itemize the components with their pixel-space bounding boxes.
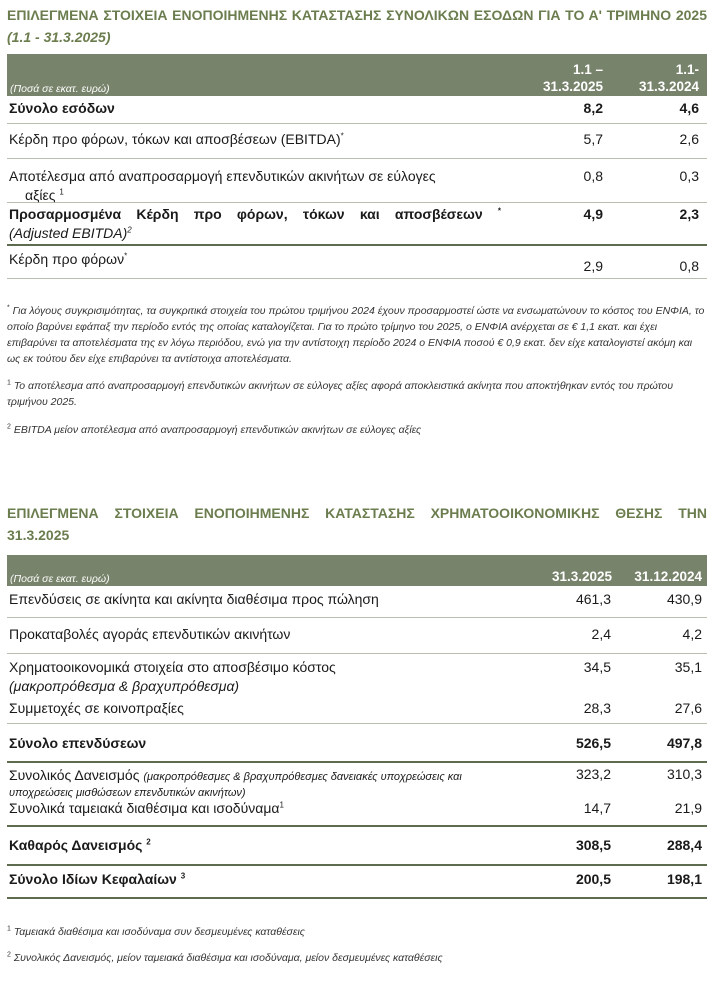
row-value-2025: 526,5 <box>575 735 611 751</box>
row-value-2024: 2,3 <box>679 206 699 222</box>
row-value-2025: 0,8 <box>583 168 603 184</box>
footnote-net-debt: $^2$ Συνολικός Δανεισμός, μείον ταμειακά διαθέσιμα και ισοδύναμα, μείον δεσμευμένες καταθέσεις <box>7 951 443 964</box>
table-row <box>7 159 707 203</box>
row-value-2025: 323,2 <box>575 766 611 782</box>
row-label: Αποτέλεσμα από αναπροσαρμογή επενδυτικών ακινήτων σε εύλογες αξίες $^1$ <box>9 168 436 203</box>
table-row <box>7 866 707 899</box>
row-value-2025: 461,3 <box>575 591 611 607</box>
table-row <box>7 724 707 763</box>
row-value-2025: 34,5 <box>583 659 611 675</box>
row-label: Προκαταβολές αγοράς επενδυτικών ακινήτων <box>9 626 291 642</box>
row-value-2024: 4,2 <box>682 626 702 642</box>
table-row <box>7 799 707 827</box>
table-row <box>7 827 707 866</box>
row-value-2024: 310,3 <box>666 766 702 782</box>
section2-title <box>7 502 707 546</box>
income-table <box>7 54 707 279</box>
table-row <box>7 654 707 698</box>
row-value-2024: 0,8 <box>679 258 699 274</box>
income-table-header <box>7 54 707 96</box>
table-row <box>7 246 707 279</box>
financial-position-table <box>7 555 707 899</box>
row-value-2024: 27,6 <box>674 700 702 716</box>
income-col-2025: 1.1 – 31.3.2025 <box>542 62 603 94</box>
row-value-2024: 430,9 <box>666 591 702 607</box>
table-row <box>7 763 707 799</box>
financial-table-header <box>7 555 707 586</box>
row-value-2024: 4,6 <box>679 100 699 116</box>
row-value-2025: 5,7 <box>583 131 603 147</box>
row-value-2024: 288,4 <box>666 837 702 853</box>
financial-col-2024: 31.12.2024 <box>634 569 702 584</box>
row-label: Σύνολο Ιδίων Κεφαλαίων $^3$ <box>9 871 186 887</box>
row-value-2025: 8,2 <box>583 100 603 116</box>
table-row <box>7 124 707 159</box>
income-col-2024: 1.1- 31.3.2024 <box>638 62 699 94</box>
row-value-2024: 0,3 <box>679 168 699 184</box>
table-row <box>7 586 707 618</box>
row-value-2024: 198,1 <box>666 871 702 887</box>
row-value-2024: 2,6 <box>679 131 699 147</box>
financial-col-2025: 31.3.2025 <box>551 569 612 584</box>
footnote-2: $^2$ EBITDA μείον αποτέλεσμα από αναπροσαρμογή επενδυτικών ακινήτων σε εύλογες αξίες <box>7 423 422 436</box>
row-label: Προσαρμοσμένα Κέρδη προ φόρων, τόκων και αποσβέσεων * (Adjusted EBITDA)$^2$ <box>9 206 501 241</box>
footnote-cash: $^1$ Ταμειακά διαθέσιμα και ισοδύναμα συν δεσμευμένες καταθέσεις <box>7 925 305 938</box>
financial-unit-label: (Ποσά σε εκατ. ευρώ) <box>10 573 110 585</box>
row-value-2025: 308,5 <box>575 837 611 853</box>
row-value-2025: 2,9 <box>583 258 603 274</box>
row-label: Καθαρός Δανεισμός $^2$ <box>9 837 151 853</box>
row-label: Επενδύσεις σε ακίνητα και ακίνητα διαθέσιμα προς πώληση <box>9 591 379 607</box>
row-label: Σύνολο εσόδων <box>9 100 115 116</box>
row-value-2024: 497,8 <box>666 735 702 751</box>
row-value-2025: 14,7 <box>583 800 611 816</box>
table-row <box>7 96 707 124</box>
row-label: Κέρδη προ φόρων* <box>9 251 128 267</box>
table-row <box>7 203 707 246</box>
row-value-2025: 28,3 <box>583 700 611 716</box>
table-row <box>7 618 707 654</box>
section1-title <box>7 4 707 48</box>
row-value-2024: 21,9 <box>674 800 702 816</box>
row-label: Συμμετοχές σε κοινοπραξίες <box>9 700 184 716</box>
income-unit-label: (Ποσά σε εκατ. ευρώ) <box>10 83 110 95</box>
row-label: Χρηματοοικονομικά στοιχεία στο αποσβέσιμο κόστος (μακροπρόθεσμα & βραχυπρόθεσμα) <box>9 659 336 694</box>
row-value-2025: 200,5 <box>575 871 611 887</box>
row-label: Σύνολο επενδύσεων <box>9 735 147 751</box>
row-label: Συνολικός Δανεισμός (μακροπρόθεσμες & βραχυπρόθεσμες δανειακές υποχρεώσεις και υποχρεώσεις μισθώσεων επενδυτικών ακινήτων) <box>9 767 462 799</box>
table-row <box>7 698 707 724</box>
section1-title-main: ΕΠΙΛΕΓΜΕΝΑ ΣΤΟΙΧΕΙΑ ΕΝΟΠΟΙΗΜΕΝΗΣ ΚΑΤΑΣΤΑΣΗΣ ΣΥΝΟΛΙΚΩΝ ΕΣΟΔΩΝ ΓΙΑ ΤΟ Α' ΤΡΙΜΗΝΟ 2025 <box>7 7 707 23</box>
section2-title-line2: 31.3.2025 <box>7 527 70 543</box>
section2-title-line1: ΕΠΙΛΕΓΜΕΝΑ ΣΤΟΙΧΕΙΑ ΕΝΟΠΟΙΗΜΕΝΗΣ ΚΑΤΑΣΤΑΣΗΣ ΧΡΗΜΑΤΟΟΙΚΟΝΟΜΙΚΗΣ ΘΕΣΗΣ ΤΗΝ <box>7 505 707 521</box>
row-value-2025: 2,4 <box>591 626 611 642</box>
footnote-asterisk: * Για λόγους συγκρισιμότητας, τα συγκριτικά στοιχεία του πρώτου τριμήνου 2024 έχουν προσαρμοστεί ώστε να ενσωματώνουν το κόστος του ΕΝΦΙΑ, το οποίο βαρύνει εφάπαξ την περίοδο εντός της οποίας καταλογίζεται. Για το πρώτο τρίμηνο του 2025, ο ΕΝΦΙΑ ανέρχεται σε € 1,1 εκατ. και έχει επιβαρύνει τα αποτελέσματα της εν λόγω περιόδου, ενώ για την αντίστοιχη περίοδο 2024 ο ΕΝΦΙΑ ποσού € 0,9 εκατ. δεν είχε καταλογιστεί ακόμη και ως εκ τούτου δεν είχε επιβαρύνει τα αντίστοιχα αποτελέσματα. <box>7 304 705 365</box>
row-label: Κέρδη προ φόρων, τόκων και αποσβέσεων (EBITDA)* <box>9 131 344 147</box>
row-value-2025: 4,9 <box>583 206 603 222</box>
row-label: Συνολικά ταμειακά διαθέσιμα και ισοδύναμα$^1$ <box>9 800 284 816</box>
section1-title-period: (1.1 - 31.3.2025) <box>7 29 111 45</box>
footnote-1: $^1$ Το αποτέλεσμα από αναπροσαρμογή επενδυτικών ακινήτων σε εύλογες αξίες αφορά αποκλειστικά ακίνητα που αποκτήθηκαν εντός του πρώτου τριμήνου 2025. <box>7 379 673 408</box>
row-value-2024: 35,1 <box>674 659 702 675</box>
